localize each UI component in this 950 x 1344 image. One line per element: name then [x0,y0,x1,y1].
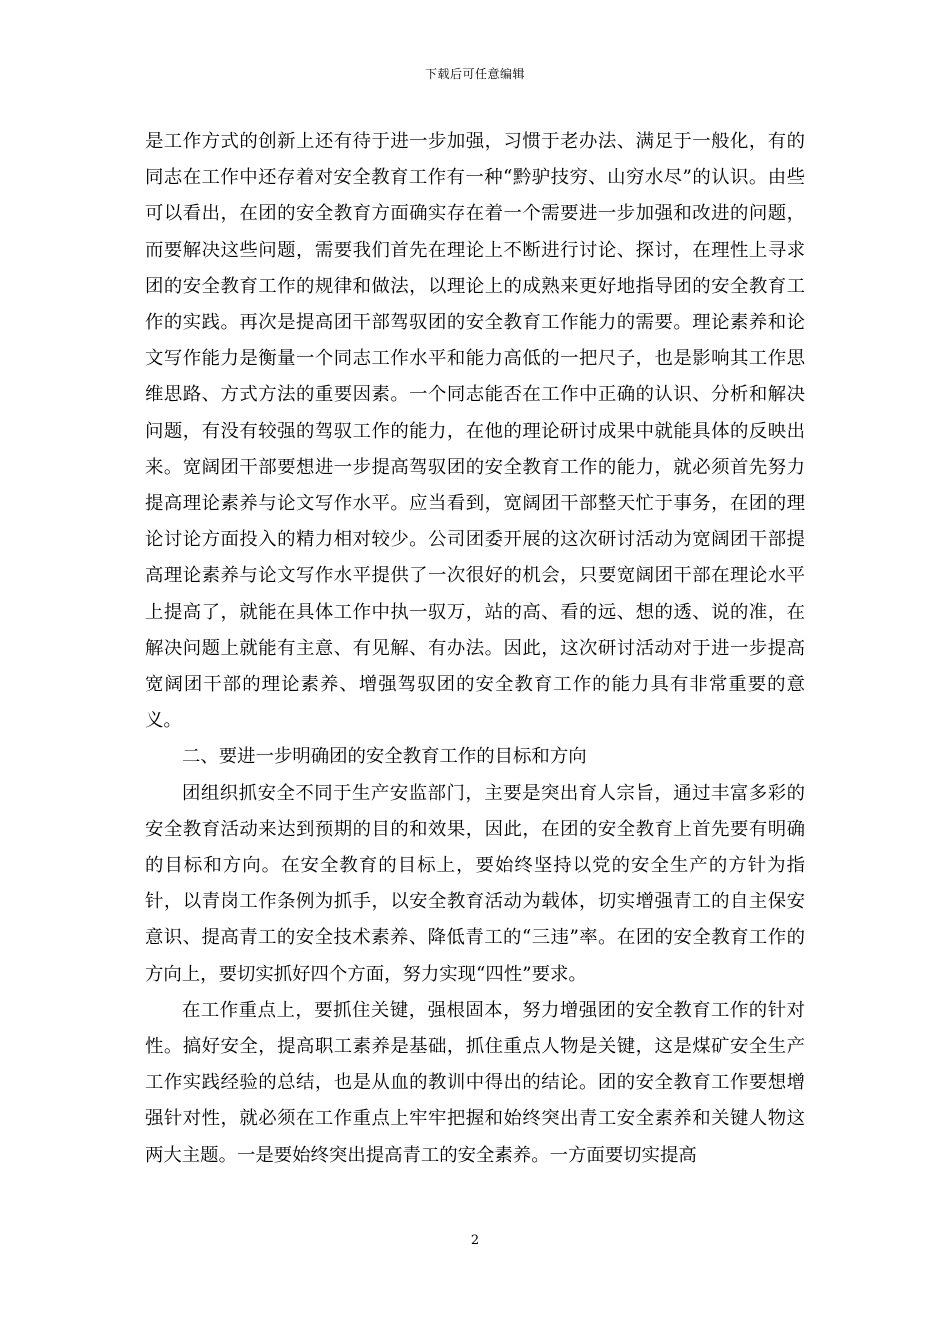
paragraph: 团组织抓安全不同于生产安监部门，主要是突出育人宗旨，通过丰富多彩的安全教育活动来达到预期的目的和效果，因此，在团的安全教育上首先要有明确的目标和方向。在安全教育的目标上，要始终坚持以党的安全生产的方针为指针，以青岗工作条例为抓手，以安全教育活动为载体，切实增强青工的自主保安意识、提高青工的安全技术素养、降低青工的“三违”率。在团的安全教育工作的方向上，要切实抓好四个方面，努力实现“四性”要求。 [145,782,805,985]
page-header: 下载后可任意编辑 [424,67,525,81]
section-heading: 二、要进一步明确团的安全教育工作的目标和方向 [182,746,587,768]
page-number: 2 [470,1233,480,1248]
paragraph: 在工作重点上，要抓住关键，强根固本，努力增强团的安全教育工作的针对性。搞好安全，提高职工素养是基础，抓住重点人物是关键，这是煤矿安全生产工作实践经验的总结，也是从血的教训中得出的结论。团的安全教育工作要想增强针对性，就必须在工作重点上牢牢把握和始终突出青工安全素养和关键人物这两大主题。一是要始终突出提高青工的安全素养。一方面要切实提高 [145,999,805,1166]
paragraph: 是工作方式的创新上还有待于进一步加强，习惯于老办法、满足于一般化，有的同志在工作中还存着对安全教育工作有一种“黔驴技穷、山穷水尽”的认识。由些可以看出，在团的安全教育方面确实存在着一个需要进一步加强和改进的问题，而要解决这些问题，需要我们首先在理论上不断进行讨论、探讨，在理性上寻求团的安全教育工作的规律和做法，以理论上的成熟来更好地指导团的安全教育工作的实践。再次是提高团干部驾驭团的安全教育工作能力的需要。理论素养和论文写作能力是衡量一个同志工作水平和能力高低的一把尺子，也是影响其工作思维思路、方式方法的重要因素。一个同志能否在工作中正确的认识、分析和解决问题，有没有较强的驾驭工作的能力，在他的理论研讨成果中就能具体的反映出来。宽阔团干部要想进一步提高驾驭团的安全教育工作的能力，就必须首先努力提高理论素养与论文写作水平。应当看到，宽阔团干部整天忙于事务，在团的理论讨论方面投入的精力相对较少。公司团委开展的这次研讨活动为宽阔团干部提高理论素养与论文写作水平提供了一次很好的机会，只要宽阔团干部在理论水平上提高了，就能在具体工作中执一驭万，站的高、看的远、想的透、说的准，在解决问题上就能有主意、有见解、有办法。因此，这次研讨活动对于进一步提高宽阔团干部的理论素养、增强驾驭团的安全教育工作的能力具有非常重要的意义。 [145,131,805,732]
document-body [145,124,805,1174]
